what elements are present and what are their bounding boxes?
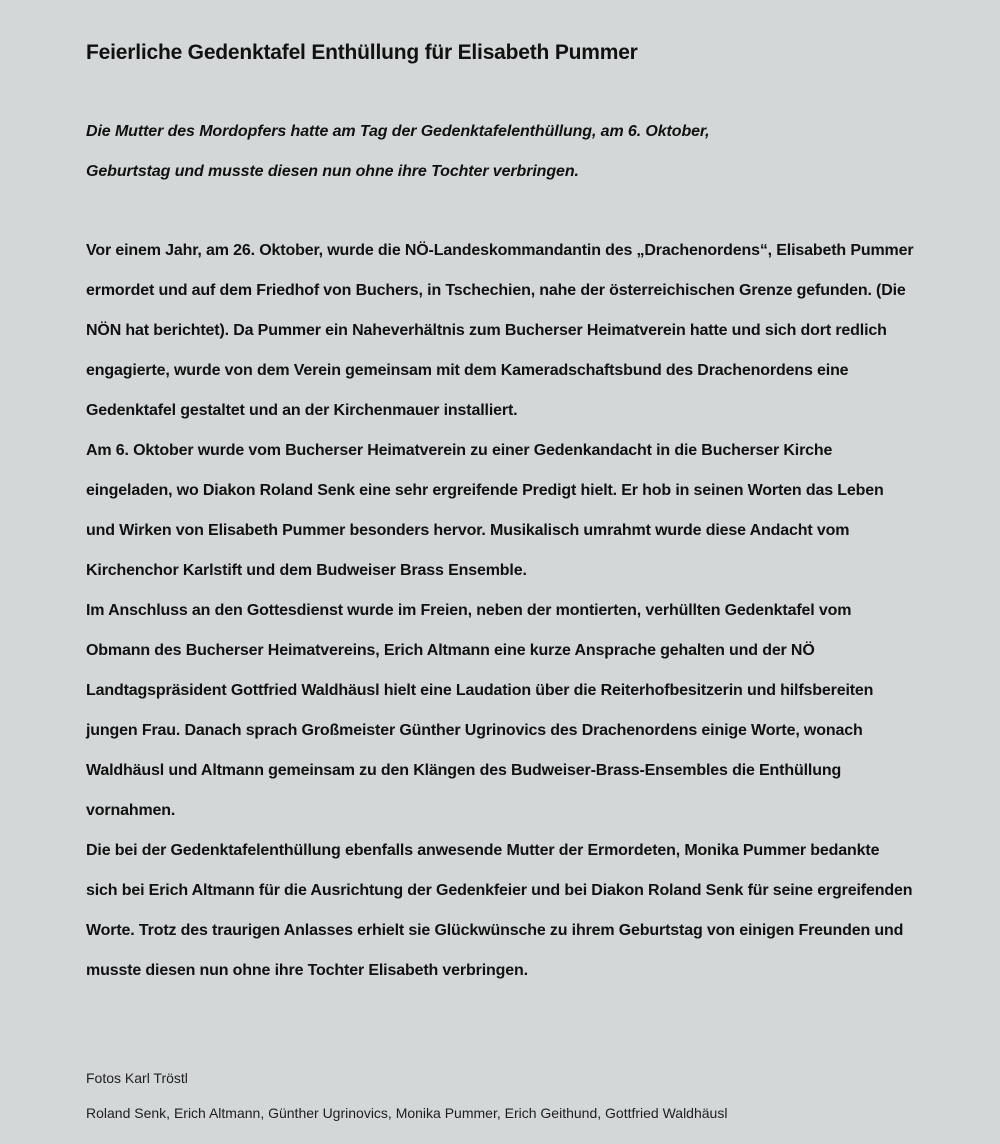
photo-caption: Roland Senk, Erich Altmann, Günther Ugrinovics, Monika Pummer, Erich Geithund, Gottfried Waldhäusl [86,1105,728,1121]
article-paragraph-3: Im Anschluss an den Gottesdienst wurde im Freien, neben der montierten, verhüllten Gedenktafel vom Obmann des Bucherser Heimatvereins, Erich Altmann eine kurze Ansprache gehalten und der NÖ Landtagspräsident Gottfried Waldhäusl hielt eine Laudation über die Reiterhofbesitzerin und hilfsbereiten jungen Frau. Danach sprach Großmeister Günther Ugrinovics des Drachenordens einige Worte, wonach Waldhäusl und Altmann gemeinsam zu den Klängen des Budweiser-Brass-Ensembles die Enthüllung vornahmen. [86,602,874,819]
article-lead [86,112,914,192]
lead-line-2: Geburtstag und musste diesen nun ohne ihre Tochter verbringen. [86,163,579,180]
lead-line-1: Die Mutter des Mordopfers hatte am Tag der Gedenktafelenthüllung, am 6. Oktober, [86,123,710,140]
article-body [86,231,914,991]
article-paragraph-4: Die bei der Gedenktafelenthüllung ebenfalls anwesende Mutter der Ermordeten, Monika Pummer bedankte sich bei Erich Altmann für die Ausrichtung der Gedenkfeier und bei Diakon Roland Senk für seine ergreifenden Worte. Trotz des traurigen Anlasses erhielt sie Glückwünsche zu ihrem Geburtstag von einigen Freunden und musste diesen nun ohne ihre Tochter Elisabeth verbringen. [86,842,913,979]
article-paragraph-2: Am 6. Oktober wurde vom Bucherser Heimatverein zu einer Gedenkandacht in die Bucherser Kirche eingeladen, wo Diakon Roland Senk eine sehr ergreifende Predigt hielt. Er hob in seinen Worten das Leben und Wirken von Elisabeth Pummer besonders hervor. Musikalisch umrahmt wurde diese Andacht vom Kirchenchor Karlstift und dem Budweiser Brass Ensemble. [86,442,884,579]
article-paragraph-1: Vor einem Jahr, am 26. Oktober, wurde die NÖ-Landeskommandantin des „Drachenordens“, Elisabeth Pummer ermordet und auf dem Friedhof von Buchers, in Tschechien, nahe der österreichischen Grenze gefunden. (Die NÖN hat berichtet). Da Pummer ein Naheverhältnis zum Bucherser Heimatverein hatte und sich dort redlich engagierte, wurde von dem Verein gemeinsam mit dem Kameradschaftsbund des Drachenordens eine Gedenktafel gestaltet und an der Kirchenmauer installiert. [86,242,914,419]
photo-credit: Fotos Karl Tröstl [86,1070,188,1086]
article-title: Feierliche Gedenktafel Enthüllung für Elisabeth Pummer [86,41,638,64]
